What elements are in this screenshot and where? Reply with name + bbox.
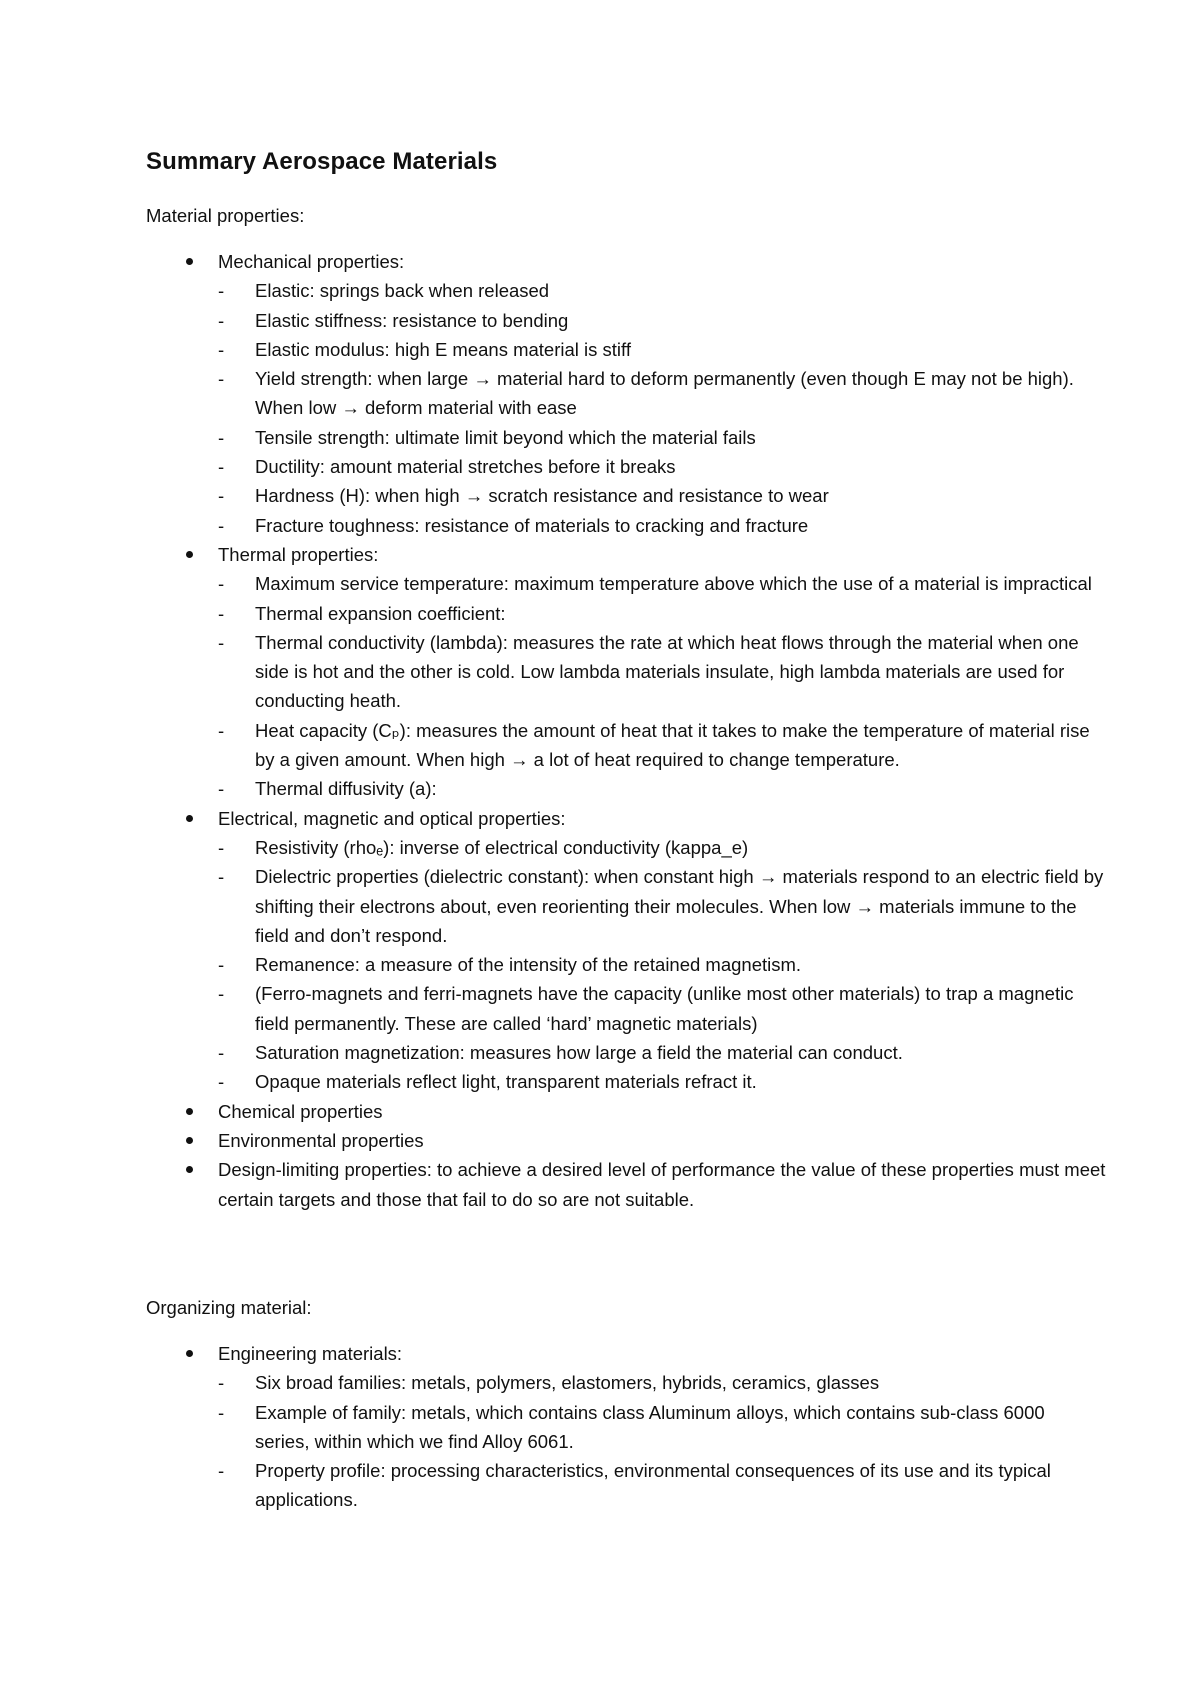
bullet-label: Engineering materials: xyxy=(218,1343,403,1364)
dash-marker: - xyxy=(218,778,225,800)
dash-marker: - xyxy=(218,602,225,624)
sub-list-item xyxy=(146,1456,1106,1515)
dash-marker: - xyxy=(218,983,225,1005)
dash-marker: - xyxy=(218,368,225,390)
sub-item-text: Opaque materials reflect light, transparent materials refract it. xyxy=(255,1071,757,1093)
sub-list-item xyxy=(146,481,1106,510)
bullet-item xyxy=(146,1126,1106,1155)
bullet-dot-icon xyxy=(186,1137,193,1144)
bullet-item xyxy=(146,804,1106,833)
bullet-item xyxy=(146,1339,1106,1368)
bullet-dot-icon xyxy=(186,551,193,558)
sub-item-text: Thermal diffusivity (a): xyxy=(255,778,437,800)
document-title: Summary Aerospace Materials xyxy=(146,148,498,175)
sub-item-text: Elastic modulus: high E means material is stiff xyxy=(255,338,631,360)
sub-list-item xyxy=(146,862,1106,950)
sub-item-text: Property profile: processing characteristics, environmental consequences of its use and its typical applications. xyxy=(255,1460,1051,1511)
sub-item-text: Hardness (H): when high → scratch resistance and resistance to wear xyxy=(255,485,829,507)
sub-list-item xyxy=(146,511,1106,540)
dash-marker: - xyxy=(218,719,225,741)
dash-marker: - xyxy=(218,338,225,360)
sub-item-text: (Ferro-magnets and ferri-magnets have the capacity (unlike most other materials) to trap a magnetic field permanently. These are called ‘hard’ magnetic materials) xyxy=(255,983,1074,1034)
sub-item-text: Saturation magnetization: measures how large a field the material can conduct. xyxy=(255,1042,903,1064)
sub-list-item xyxy=(146,335,1106,364)
dash-marker: - xyxy=(218,1071,225,1093)
sub-list-item xyxy=(146,1067,1106,1096)
sub-list-item xyxy=(146,364,1106,423)
sub-list-item xyxy=(146,979,1106,1038)
bullet-label: Design-limiting properties: to achieve a desired level of performance the value of these properties must meet certain targets and those that fail to do so are not suitable. xyxy=(218,1159,1106,1210)
dash-marker: - xyxy=(218,280,225,302)
bullet-dot-icon xyxy=(186,1166,193,1173)
bullet-item xyxy=(146,247,1106,276)
sub-list-item xyxy=(146,716,1106,775)
sub-list-item xyxy=(146,1038,1106,1067)
bullet-item xyxy=(146,540,1106,569)
bullet-dot-icon xyxy=(186,815,193,822)
sub-item-text: Example of family: metals, which contains class Aluminum alloys, which contains sub-class 6000 series, within which we find Alloy 6061. xyxy=(255,1401,1045,1452)
dash-marker: - xyxy=(218,866,225,888)
dash-marker: - xyxy=(218,1372,225,1394)
sub-list-item xyxy=(146,1368,1106,1397)
sub-item-text: Thermal expansion coefficient: xyxy=(255,602,506,624)
sub-item-text: Thermal conductivity (lambda): measures the rate at which heat flows through the material when one side is hot and the other is cold. Low lambda materials insulate, high lambda materials are used for conducting heath. xyxy=(255,631,1079,712)
dash-marker: - xyxy=(218,1460,225,1482)
dash-marker: - xyxy=(218,309,225,331)
bullet-label: Mechanical properties: xyxy=(218,251,405,272)
dash-marker: - xyxy=(218,836,225,858)
organizing-material-list xyxy=(146,1339,1106,1515)
section-heading-material-properties: Material properties: xyxy=(146,205,305,226)
bullet-label: Electrical, magnetic and optical properties: xyxy=(218,807,566,829)
sub-item-text: Remanence: a measure of the intensity of the retained magnetism. xyxy=(255,954,802,976)
sub-list-item xyxy=(146,833,1106,862)
sub-list-item xyxy=(146,774,1106,803)
sub-list-item xyxy=(146,276,1106,305)
sub-item-text: Maximum service temperature: maximum temperature above which the use of a material is impractical xyxy=(255,573,1092,595)
sub-list-item xyxy=(146,599,1106,628)
dash-marker: - xyxy=(218,573,225,595)
dash-marker: - xyxy=(218,514,225,536)
bullet-dot-icon xyxy=(186,1350,193,1357)
sub-item-text: Tensile strength: ultimate limit beyond which the material fails xyxy=(255,426,756,448)
dash-marker: - xyxy=(218,631,225,653)
bullet-item xyxy=(146,1097,1106,1126)
sub-list-item xyxy=(146,950,1106,979)
sub-item-text: Six broad families: metals, polymers, elastomers, hybrids, ceramics, glasses xyxy=(255,1372,880,1394)
sub-item-text: Elastic: springs back when released xyxy=(255,280,550,302)
bullet-item xyxy=(146,1155,1106,1214)
sub-item-text: Fracture toughness: resistance of materials to cracking and fracture xyxy=(255,514,809,536)
sub-item-text: Elastic stiffness: resistance to bending xyxy=(255,309,569,331)
sub-item-text: Resistivity (rhoₑ): inverse of electrical conductivity (kappa_e) xyxy=(255,836,749,858)
sub-list-item xyxy=(146,628,1106,716)
sub-item-text: Dielectric properties (dielectric constant): when constant high → materials respond to an electric field by shifting their electrons about, even reorienting their molecules. When low → materials immune to the field and don’t respond. xyxy=(255,866,1104,946)
bullet-label: Chemical properties xyxy=(218,1100,383,1122)
sub-list-item xyxy=(146,306,1106,335)
sub-item-text: Yield strength: when large → material hard to deform permanently (even though E may not be high). When low → deform material with ease xyxy=(255,368,1074,419)
sub-list-item xyxy=(146,1398,1106,1457)
bullet-label: Environmental properties xyxy=(218,1129,424,1151)
dash-marker: - xyxy=(218,1042,225,1064)
dash-marker: - xyxy=(218,1401,225,1423)
dash-marker: - xyxy=(218,954,225,976)
material-properties-list xyxy=(146,247,1106,1214)
bullet-dot-icon xyxy=(186,258,193,265)
dash-marker: - xyxy=(218,426,225,448)
bullet-label: Thermal properties: xyxy=(218,543,379,565)
sub-item-text: Heat capacity (Cₚ): measures the amount of heat that it takes to make the temperature of material rise by a given amount. When high → a lot of heat required to change temperature. xyxy=(255,719,1090,771)
sub-item-text: Ductility: amount material stretches before it breaks xyxy=(255,456,676,478)
sub-list-item xyxy=(146,452,1106,481)
dash-marker: - xyxy=(218,485,225,507)
bullet-dot-icon xyxy=(186,1108,193,1115)
dash-marker: - xyxy=(218,456,225,478)
sub-list-item xyxy=(146,423,1106,452)
section-heading-organizing-material: Organizing material: xyxy=(146,1297,312,1318)
sub-list-item xyxy=(146,569,1106,598)
